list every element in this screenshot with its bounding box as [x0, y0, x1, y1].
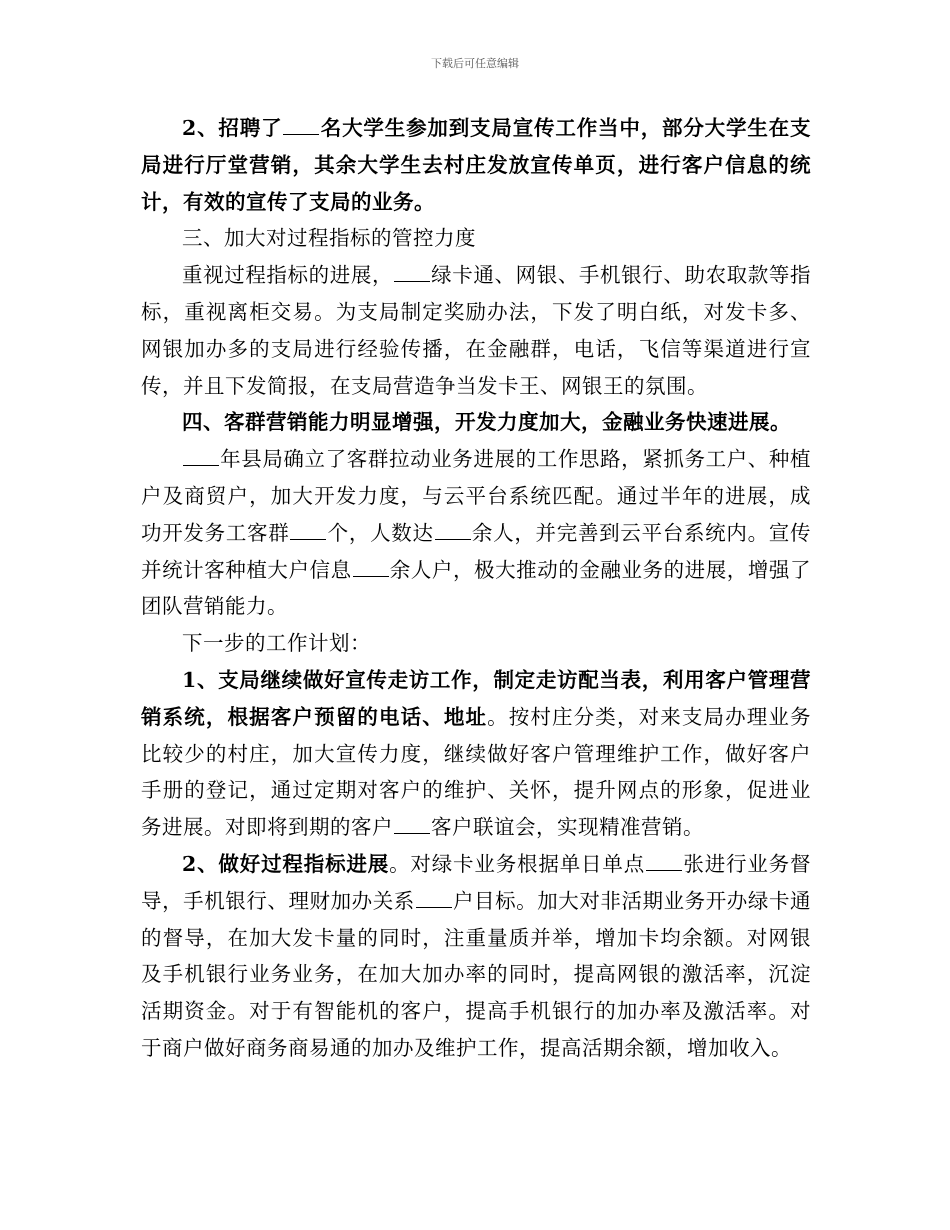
- plan-title: 下一步的工作计划：: [182, 631, 371, 656]
- page-header-note: 下载后可任意编辑: [431, 57, 519, 70]
- fill-blank: [183, 447, 219, 466]
- text-segment: 个，人数达: [327, 520, 434, 545]
- text-segment: 绿卡通、网银、手机银行、助农取款等指标，重视离柜交易。为支局制定奖励办法，下发了明白纸，对发卡多、网银加办多的支局进行经验传播，在金融群，电话，飞信等渠道进行宣传，并且下发简报，在支局营造争当发卡王、网银王的氛围。: [141, 263, 812, 398]
- fill-blank: [435, 521, 471, 540]
- text-segment: 年县局确立了客群拉动业务进展的工作思路，紧抓务工户、种植户及商贸户，加大开发力度，与云平台系统匹配。通过半年的进展，成功开发务工客群: [141, 447, 811, 545]
- fill-blank: [394, 263, 430, 282]
- paragraph-customer-groups: [141, 441, 811, 625]
- fill-blank: [416, 889, 452, 908]
- text-segment: 。对绿卡业务根据单日单点: [389, 851, 646, 876]
- fill-blank: [353, 558, 389, 577]
- paragraph-plan-1: [141, 662, 811, 846]
- document-body: [141, 110, 811, 1067]
- fill-blank: [646, 852, 682, 871]
- section-heading-4: 四、客群营销能力明显增强，开发力度加大，金融业务快速进展。: [182, 410, 791, 435]
- text-segment: 余人户，极大推动的金融业务的进展，增强了团队营销能力。: [141, 557, 812, 619]
- paragraph-recruitment: [141, 110, 811, 220]
- text-segment: 客户联谊会，实现精准营销。: [431, 815, 704, 840]
- text-segment: 名大学生参加到支局宣传工作当中，部分大学生在支局进行厅堂营销，其余大学生去村庄发放宣传单页，进行客户信息的统计，有效的宣传了支局的业务。: [141, 116, 812, 214]
- text-segment: 户目标。加大对非活期业务开办绿卡通的督导，在加大发卡量的同时，注重量质并举，增加卡均余额。对网银及手机银行业务业务，在加大加办率的同时，提高网银的激活率，沉淀活期资金。对于有智能机的客户，提高手机银行的加办率及激活率。对于商户做好商务商易通的加办及维护工作，提高活期余额，增加收入。: [141, 888, 812, 1060]
- fill-blank: [290, 521, 326, 540]
- text-segment: 余人，并完善到云平台系统内。宣传并统计客种植大户信息: [141, 520, 812, 582]
- text-segment: 重视过程指标的进展，: [182, 263, 394, 288]
- text-segment-bold: 2、做好过程指标进展: [182, 851, 390, 876]
- text-segment: 张进行业务督导，手机银行、理财加办关系: [141, 851, 812, 913]
- section-heading-3: 三、加大对过程指标的管控力度: [182, 226, 476, 251]
- text-segment-bold: 1、支局继续做好宣传走访工作，制定走访配当表，利用客户管理营销系统，根据客户预留的电话、地址: [141, 667, 811, 729]
- fill-blank: [283, 116, 319, 135]
- text-segment: 2、招聘了: [182, 116, 283, 140]
- paragraph-plan-2: [141, 846, 811, 1067]
- text-segment: 。按村庄分类，对来支局办理业务比较少的村庄，加大宣传力度，继续做好客户管理维护工作，做好客户手册的登记，通过定期对客户的维护、关怀，提升网点的形象，促进业务进展。对即将到期的客户: [141, 704, 812, 840]
- paragraph-process-indicators: [141, 257, 811, 404]
- fill-blank: [394, 815, 430, 834]
